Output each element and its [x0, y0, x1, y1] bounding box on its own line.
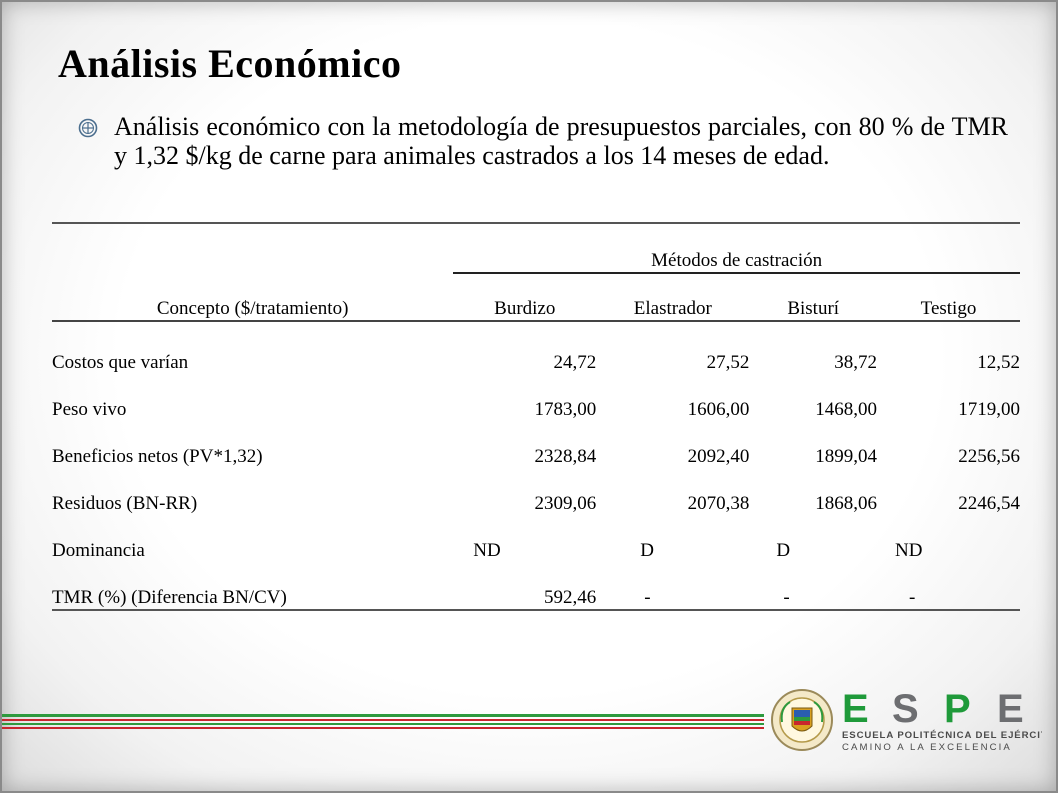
svg-text:P: P [944, 688, 975, 731]
empty-header-cell [52, 223, 453, 273]
table-row [52, 374, 1020, 421]
cell-testigo: 2256,56 [958, 446, 1020, 467]
row-concept: Residuos (BN-RR) [52, 493, 198, 514]
column-header-concept: Concepto ($/tratamiento) [52, 273, 453, 321]
cell-testigo: ND [895, 540, 923, 561]
cell-burdizo: 2309,06 [534, 493, 597, 514]
cell-burdizo: 24,72 [553, 352, 597, 373]
cell-bisturi: D [776, 540, 791, 561]
cell-elastrador: - [596, 562, 749, 610]
cell-elastrador: 2092,40 [687, 446, 750, 467]
espe-wordmark-logo [842, 688, 1042, 758]
cell-burdizo: 1783,00 [534, 399, 597, 420]
table-row [52, 515, 1020, 562]
svg-text:CAMINO A LA EXCELENCIA: CAMINO A LA EXCELENCIA [842, 742, 1012, 753]
cell-elastrador: 2070,38 [687, 493, 750, 514]
table-row [52, 421, 1020, 468]
group-header-methods: Métodos de castración [453, 223, 1020, 273]
footer-stripes [2, 712, 764, 732]
cell-testigo: 2246,54 [958, 493, 1020, 514]
column-header-testigo: Testigo [877, 273, 1020, 321]
cell-bisturi: 1868,06 [815, 493, 878, 514]
espe-seal-logo [770, 688, 834, 752]
row-concept: Dominancia [52, 540, 145, 561]
cell-testigo: - [877, 562, 1020, 610]
row-concept: TMR (%) (Diferencia BN/CV) [52, 562, 453, 610]
svg-text:S: S [892, 688, 923, 731]
svg-text:E: E [842, 688, 873, 731]
column-header-burdizo: Burdizo [453, 273, 596, 321]
table-row [52, 562, 1020, 610]
cell-testigo: 12,52 [977, 352, 1020, 373]
cell-elastrador: D [640, 540, 654, 561]
cell-testigo: 1719,00 [958, 399, 1020, 420]
circle-bullet-icon [78, 118, 98, 138]
row-concept: Beneficios netos (PV*1,32) [52, 446, 263, 467]
cell-bisturi: 1468,00 [815, 399, 878, 420]
cell-bisturi: 38,72 [834, 352, 878, 373]
espe-wordmark-icon [842, 688, 1042, 758]
cell-burdizo: 2328,84 [534, 446, 597, 467]
table-row [52, 468, 1020, 515]
column-header-row [52, 273, 1020, 321]
row-concept: Costos que varían [52, 352, 189, 373]
bullet-text: Análisis económico con la metodología de presupuestos parciales, con 80 % de TMR y 1,32 $/kg de carne para animales castrados a los 14 meses de edad. [114, 112, 1008, 170]
svg-text:ESCUELA POLITÉCNICA DEL EJÉRCI: ESCUELA POLITÉCNICA DEL EJÉRCITO [842, 730, 1042, 741]
column-header-elastrador: Elastrador [596, 273, 749, 321]
table-row [52, 321, 1020, 374]
cell-bisturi: - [749, 562, 877, 610]
row-concept: Peso vivo [52, 399, 127, 420]
economic-analysis-table [52, 222, 1020, 611]
bullet-item [78, 112, 1008, 170]
svg-text:E: E [997, 688, 1028, 731]
cell-burdizo: ND [473, 540, 501, 561]
slide-title: Análisis Económico [58, 41, 402, 86]
cell-burdizo: 592,46 [453, 562, 596, 610]
column-header-bisturi: Bisturí [749, 273, 877, 321]
cell-elastrador: 27,52 [706, 352, 750, 373]
cell-bisturi: 1899,04 [815, 446, 878, 467]
cell-elastrador: 1606,00 [687, 399, 750, 420]
